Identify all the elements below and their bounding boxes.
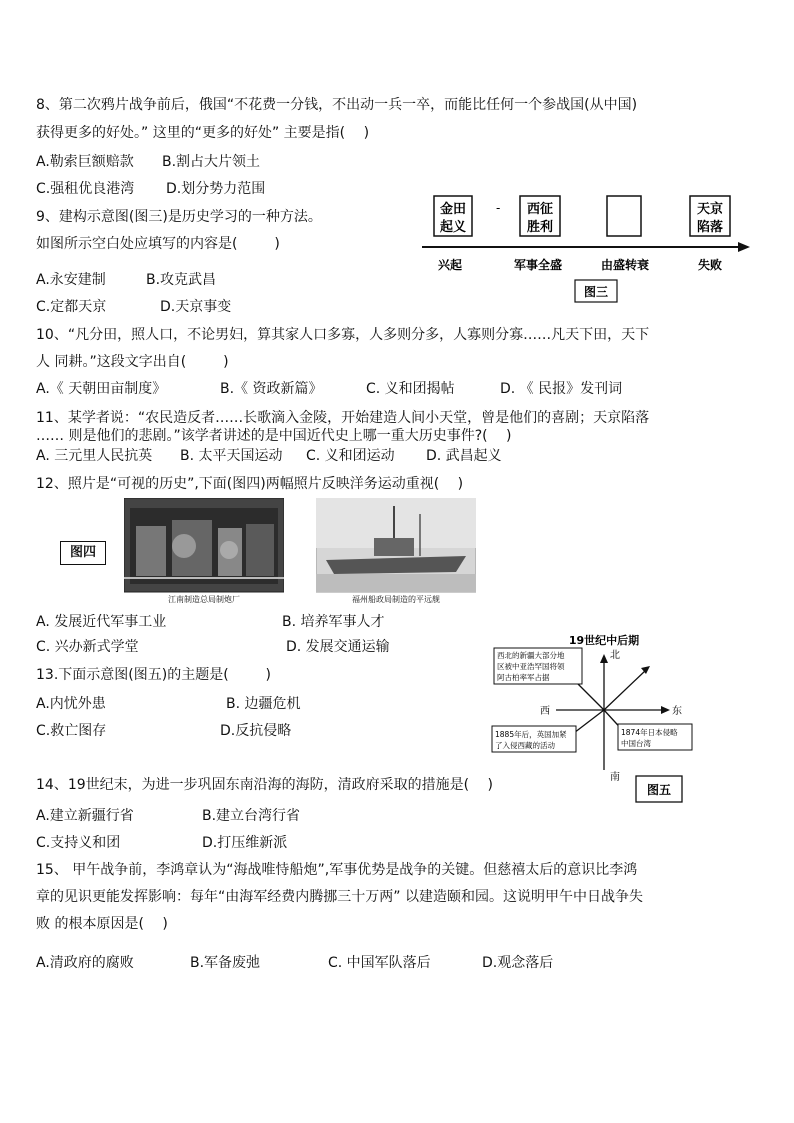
fig5-title: 19世纪中后期	[568, 634, 640, 647]
q9-stem-line1: 9、建构示意图(图三)是历史学习的一种方法。	[36, 209, 322, 225]
fig3-box1-line2: 起义	[439, 220, 467, 235]
fig5-south: 南	[610, 772, 620, 783]
q10-option-a: A.《 天朝田亩制度》	[36, 381, 167, 397]
fig5-sw-line1: 1885年后，英国加紧	[495, 730, 567, 739]
fig5-se-line1: 1874年日本侵略	[621, 728, 678, 737]
q11-option-a: A. 三元里人民抗英	[36, 448, 153, 464]
q14-stem-line1: 14、19世纪末，为进一步巩固东南沿海的海防，清政府采取的措施是( )	[36, 777, 494, 793]
q8-option-a: A.勒索巨额赔款	[36, 154, 134, 170]
q9-stem-line2: 如图所示空白处应填写的内容是( )	[36, 236, 280, 252]
q8-option-c: C.强租优良港湾	[36, 181, 135, 197]
q15-stem-line3: 败 的根本原因是( )	[36, 916, 168, 932]
q12-option-a: A. 发展近代军事工业	[36, 614, 167, 630]
q11-option-c: C. 义和团运动	[306, 448, 395, 464]
q9-option-d: D.天京事变	[160, 299, 232, 315]
q10-option-b: B.《 资政新篇》	[220, 381, 323, 397]
q11-option-b: B. 太平天国运动	[180, 448, 283, 464]
fig4-photo-warship	[316, 498, 476, 604]
q13-stem-line1: 13.下面示意图(图五)的主题是( )	[36, 667, 272, 683]
fig5-east: 东	[672, 706, 682, 717]
q9-option-c: C.定都天京	[36, 299, 107, 315]
fig3-stage-peak: 军事全盛	[513, 258, 563, 272]
q15-option-d: D.观念落后	[482, 955, 554, 971]
fig3-box1-line1: 金田	[439, 202, 467, 217]
fig5-sw-line2: 了入侵西藏的活动	[495, 741, 555, 750]
fig3-stage-decline: 由盛转衰	[600, 258, 650, 272]
q15-stem-line1: 15、 甲午战争前，李鸿章认为“海战唯恃船炮”,军事优势是战争的关键。但慈禧太后的意识比李鸿	[36, 862, 638, 878]
q9-option-a: A.永安建制	[36, 272, 106, 288]
fig3-dash: -	[496, 201, 501, 215]
fig3-box2-line1: 西征	[526, 202, 554, 217]
fig3-stage-rise: 兴起	[437, 258, 463, 272]
fig4-photo-arsenal	[124, 498, 284, 604]
q15-option-c: C. 中国军队落后	[328, 955, 431, 971]
q12-option-b: B. 培养军事人才	[282, 614, 385, 630]
fig3-arrow	[738, 242, 750, 252]
q10-option-c: C. 义和团揭帖	[366, 381, 455, 397]
q8-stem-line1: 8、第二次鸦片战争前后，俄国“不花费一分钱，不出动一兵一卒，而能比任何一个参战国(从中国)	[36, 97, 638, 113]
q14-option-d: D.打压维新派	[202, 835, 288, 851]
q15-option-b: B.军备废弛	[190, 955, 261, 971]
q11-stem-line1: 11、某学者说：“农民造反者……长歌滴入金陵，开始建造人间小天堂，曾是他们的喜剧；天京陷落	[36, 410, 650, 426]
fig3-box4-line2: 陷落	[696, 220, 724, 235]
fig5-west: 西	[540, 706, 550, 717]
figure-3-timeline	[420, 188, 760, 306]
q15-option-a: A.清政府的腐败	[36, 955, 134, 971]
q11-stem-line2: …… 则是他们的悲剧。”该学者讲述的是中国近代史上哪一重大历史事件?( )	[36, 428, 512, 444]
q10-option-d: D. 《 民报》发刊词	[500, 381, 623, 397]
fig4-label-box: 图四	[60, 541, 106, 565]
q8-stem-line2: 获得更多的好处。” 这里的“更多的好处” 主要是指( )	[36, 125, 370, 141]
fig5-caption: 图五	[646, 783, 672, 797]
q12-stem-line1: 12、照片是“可视的历史”,下面(图四)两幅照片反映洋务运动重视( )	[36, 476, 464, 492]
q11-option-d: D. 武昌起义	[426, 448, 502, 464]
figure-5-compass	[486, 630, 696, 806]
q14-option-a: A.建立新疆行省	[36, 808, 134, 824]
q9-option-b: B.攻克武昌	[146, 272, 217, 288]
q10-stem-line2: 人 同耕。”这段文字出自( )	[36, 354, 229, 370]
fig3-box-blank	[607, 196, 641, 236]
q10-stem-line1: 10、“凡分田，照人口，不论男妇，算其家人口多寡，人多则分多，人寡则分寡……凡天下田，天下	[36, 327, 650, 343]
fig5-se-line2: 中国台湾	[621, 739, 651, 748]
q13-option-c: C.救亡图存	[36, 723, 107, 739]
q12-option-d: D. 发展交通运输	[286, 639, 390, 655]
q15-stem-line2: 章的见识更能发挥影响：每年“由海军经费内腾挪三十万两” 以建造颐和园。这说明甲午中日战争失	[36, 889, 643, 905]
q13-option-d: D.反抗侵略	[220, 723, 292, 739]
q14-option-c: C.支持义和团	[36, 835, 121, 851]
q13-option-a: A.内忧外患	[36, 696, 106, 712]
q13-option-b: B. 边疆危机	[226, 696, 301, 712]
q12-option-c: C. 兴办新式学堂	[36, 639, 139, 655]
fig5-nw-line3: 阿古柏率军占据	[497, 673, 550, 682]
fig5-nw-line2: 区被中亚浩罕国将领	[497, 662, 565, 671]
q14-option-b: B.建立台湾行省	[202, 808, 301, 824]
fig5-north: 北	[610, 650, 620, 661]
fig3-stage-fall: 失败	[697, 258, 723, 272]
fig4-photo2-caption: 福州船政局制造的平远舰	[352, 595, 440, 604]
fig3-box2-line2: 胜利	[526, 220, 554, 235]
fig5-nw-line1: 西北的新疆大部分地	[497, 651, 565, 660]
fig4-photo1-caption: 江南制造总局制炮厂	[168, 595, 240, 604]
q8-option-d: D.划分势力范围	[166, 181, 266, 197]
fig3-box4-line1: 天京	[696, 202, 724, 217]
q8-option-b: B.割占大片领土	[162, 154, 261, 170]
fig3-caption: 图三	[583, 285, 609, 299]
